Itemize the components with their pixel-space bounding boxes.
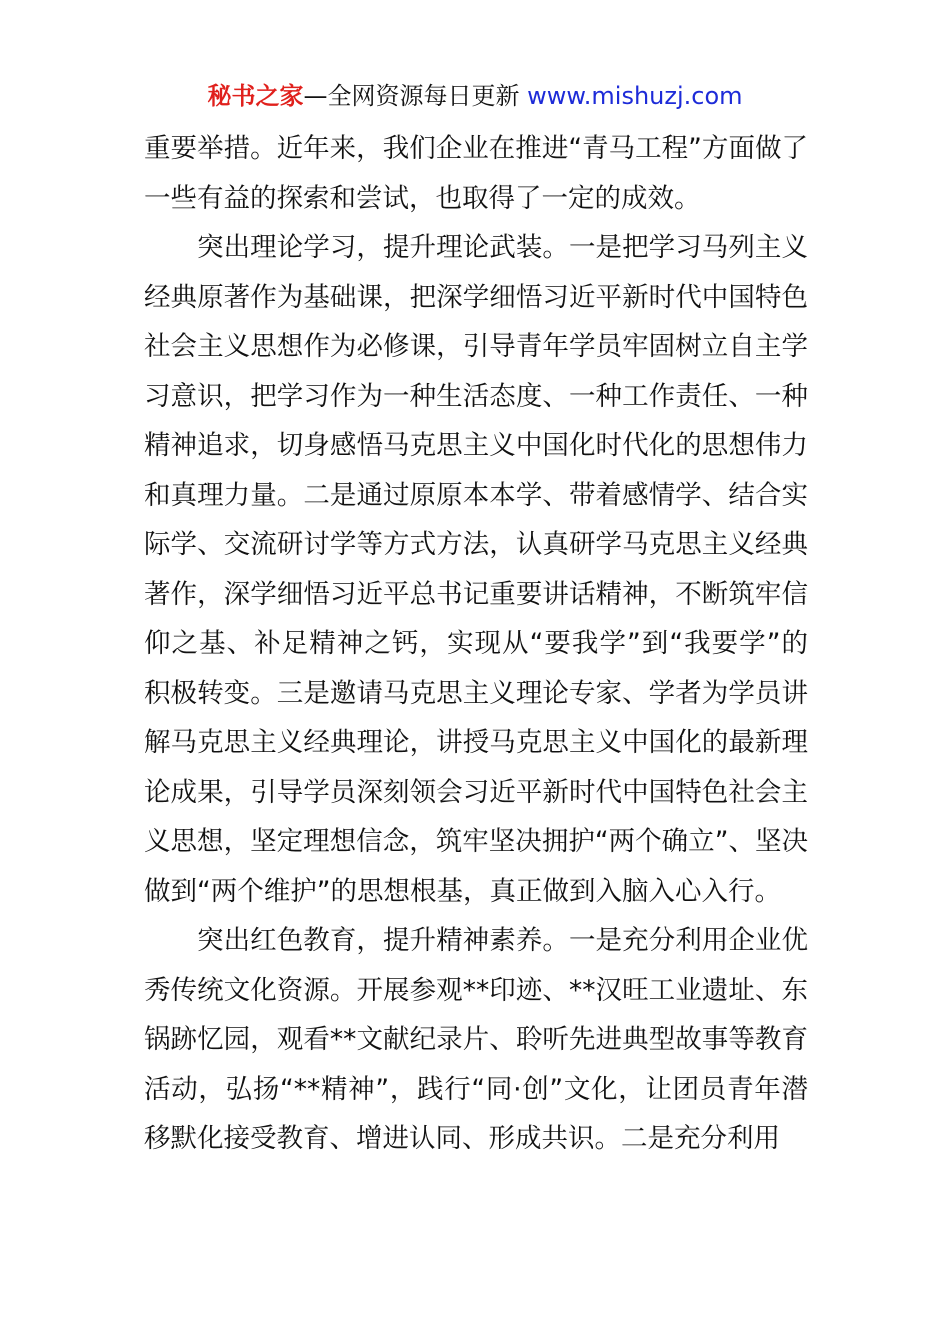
paragraph-continuation: 重要举措。近年来，我们企业在推进“青马工程”方面做了一些有益的探索和尝试，也取得了一定的成效。: [144, 133, 808, 214]
header-site-link[interactable]: www.mishuzj.com: [527, 82, 743, 110]
paragraph-theory-study: 突出理论学习，提升理论武装。一是把学习马列主义经典原著作为基础课，把深学细悟习近平新时代中国特色社会主义思想作为必修课，引导青年学员牢固树立自主学习意识，把学习作为一种生活态度、一种工作责任、一种精神追求，切身感悟马克思主义中国化时代化的思想伟力和真理力量。二是通过原原本本学、带着感情学、结合实际学、交流研讨学等方式方法，认真研学马克思主义经典著作，深学细悟习近平总书记重要讲话精神，不断筑牢信仰之基、补足精神之钙，实现从“要我学”到“我要学”的积极转变。三是邀请马克思主义理论专家、学者为学员讲解马克思主义经典理论，讲授马克思主义中国化的最新理论成果，引导学员深刻领会习近平新时代中国特色社会主义思想，坚定理想信念，筑牢坚决拥护“两个确立”、坚决做到“两个维护”的思想根基，真正做到入脑入心入行。: [144, 232, 808, 907]
page-header: [0, 80, 950, 112]
header-tagline: —全网资源每日更新: [303, 82, 528, 110]
document-body: [144, 124, 808, 1164]
paragraph-red-education: 突出红色教育，提升精神素养。一是充分利用企业优秀传统文化资源。开展参观**印迹、**汉旺工业遗址、东锅跡忆园，观看**文献纪录片、聆听先进典型故事等教育活动，弘扬“**精神”，践行“同·创”文化，让团员青年潜移默化接受教育、增进认同、形成共识。二是充分利用: [144, 925, 808, 1154]
header-brand: 秘书之家: [207, 82, 304, 110]
